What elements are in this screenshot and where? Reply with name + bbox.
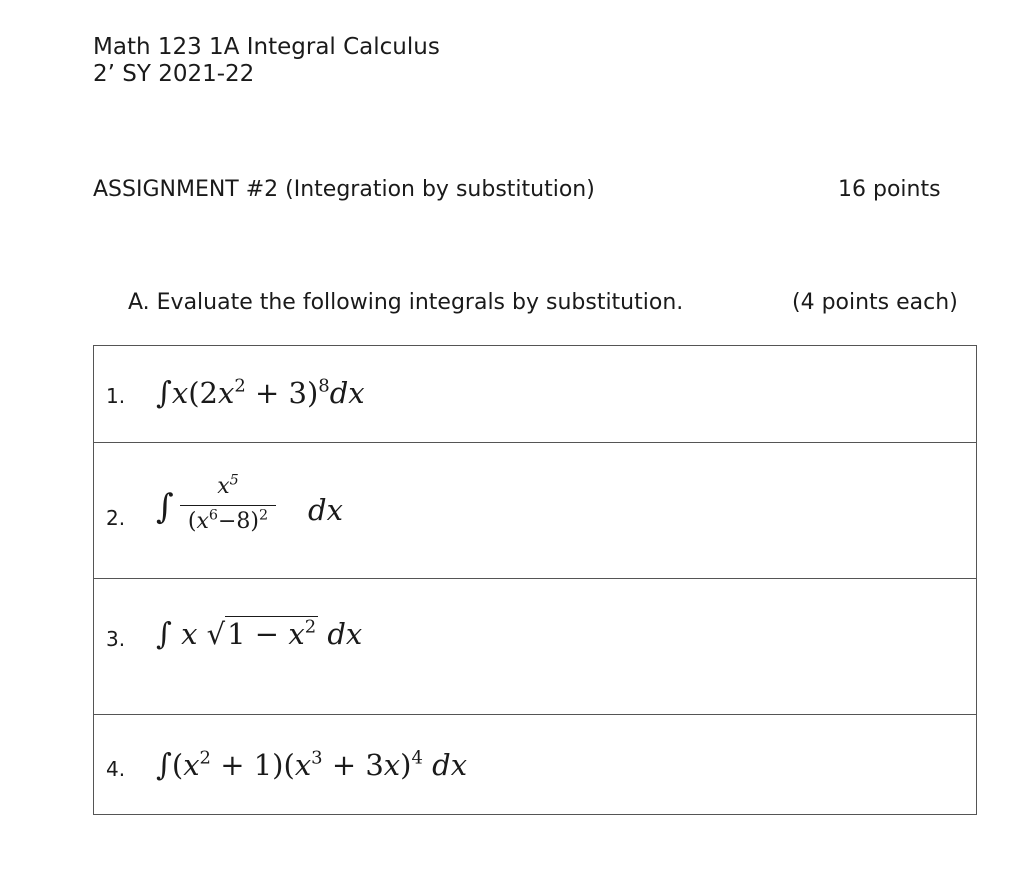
problem-integral: $x^5$ $(x^6-8)^2$: [180, 471, 276, 536]
semester-line: 2’ SY 2021-22: [93, 61, 255, 82]
problem-integral: ∫ x $√1 - x^2$ dx: [156, 616, 363, 652]
problem-row-2: [94, 443, 976, 579]
integral-sign: ∫: [156, 487, 174, 527]
problem-integral: $\int(x^2 + 1)(x^3 + 3x)^4$ dx: [156, 747, 468, 783]
problem-number: 3.: [106, 627, 126, 651]
problem-row-4: [94, 715, 976, 814]
course-title: Math 123 1A Integral Calculus: [93, 34, 440, 60]
problem-number: 1.: [106, 384, 126, 408]
differential: dx: [308, 493, 343, 527]
assignment-points: 16 points: [838, 177, 941, 202]
assignment-title: ASSIGNMENT #2 (Integration by substitution): [93, 177, 595, 202]
section-points: (4 points each): [792, 290, 958, 315]
problems-table: [93, 345, 977, 815]
section-title: A. Evaluate the following integrals by substitution.: [128, 290, 684, 315]
problem-row-3: [94, 579, 976, 715]
problem-integral: $\int x(2x^2 + 3)^8dx$: [156, 375, 365, 411]
problem-number: 2.: [106, 506, 126, 530]
problem-row-1: [94, 346, 976, 443]
problem-number: 4.: [106, 757, 126, 781]
